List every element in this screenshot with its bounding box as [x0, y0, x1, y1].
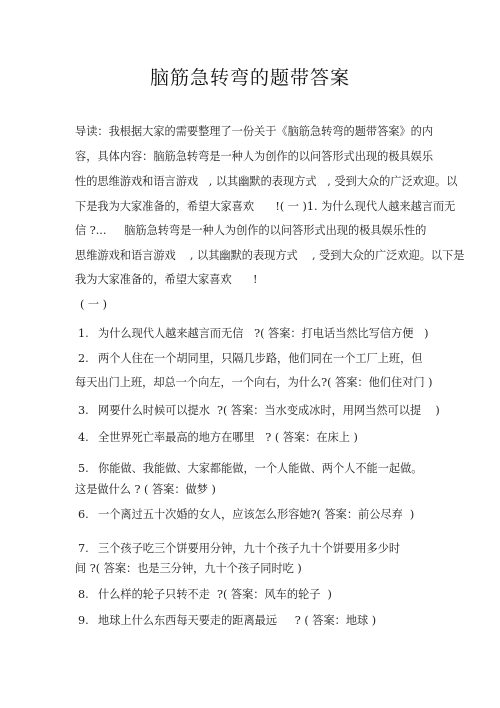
list-item [78, 614, 376, 628]
item-text: 全世界死亡率最高的地方在哪里 ? ( 答案：在床上 ) [98, 431, 358, 444]
section-heading: ( 一 ) [80, 298, 108, 311]
item-text: 网要什么时候可以提水 ?( 答案：当水变成冰时，用网当然可以提 ) [98, 404, 440, 417]
intro-line-4: 下是我为大家准备的，希望大家喜欢 !( 一 )1. 为什么现代人越来越言而无 [75, 200, 456, 213]
item-number: 1. [78, 327, 89, 340]
item-text: 一个离过五十次婚的女人，应该怎么形容她?( 答案：前公尽弃 ) [98, 508, 415, 521]
item-number: 6. [78, 508, 89, 521]
intro-line-6: 思维游戏和语言游戏 , 以其幽默的表现方式 , 受到大众的广泛欢迎。以下是 [75, 249, 465, 262]
list-item [78, 462, 422, 476]
item-text: 你能做、我能做、大家都能做，一个人能做、两个人不能一起做。 [98, 462, 423, 475]
list-item [78, 508, 414, 522]
list-item [78, 352, 422, 366]
item-number: 8. [78, 588, 89, 601]
intro-line-2: 容，具体内容：脑筋急转弯是一种人为创作的以问答形式出现的极具娱乐 [75, 150, 434, 163]
intro-line-5: 信 ?... 脑筋急转弯是一种人为创作的以问答形式出现的极具娱乐性的 [75, 224, 427, 237]
intro-line-7: 我为大家准备的，希望大家喜欢 ! [75, 273, 258, 286]
list-item [78, 431, 358, 445]
item-number: 5. [78, 462, 89, 475]
list-item [78, 542, 400, 556]
item-continuation: 这是做什么 ? ( 答案：做梦 ) [75, 483, 216, 496]
list-item [78, 404, 440, 418]
page-title: 脑筋急转弯的题带答案 [149, 67, 350, 89]
item-continuation: 间 ?( 答案：也是三分钟，九十个孩子同时吃 ) [75, 562, 302, 575]
item-text: 两个人住在一个胡同里，只隔几步路，他们同在一个工厂上班，但 [98, 352, 423, 365]
item-text: 为什么现代人越来越言而无信 ?( 答案：打电话当然比写信方便 ) [98, 327, 429, 340]
item-number: 2. [78, 352, 89, 365]
item-number: 7. [78, 542, 89, 555]
item-number: 3. [78, 404, 89, 417]
item-number: 9. [78, 614, 89, 627]
list-item [78, 327, 429, 341]
item-text: 什么样的轮子只转不走 ?( 答案：风车的轮子 ) [98, 588, 332, 601]
item-continuation: 每天出门上班，却总一个向左，一个向右，为什么?( 答案：他们住对门 ) [75, 376, 433, 389]
list-item [78, 588, 332, 602]
item-text: 三个孩子吃三个饼要用分钟，九十个孩子九十个饼要用多少时 [98, 542, 401, 555]
intro-line-3: 性的思维游戏和语言游戏 , 以其幽默的表现方式 , 受到大众的广泛欢迎。以 [75, 175, 458, 188]
item-number: 4. [78, 431, 89, 444]
intro-line-1: 导读：我根据大家的需要整理了一份关于《脑筋急转弯的题带答案》的内 [75, 125, 434, 138]
item-text: 地球上什么东西每天要走的距离最远 ? ( 答案：地球 ) [98, 614, 377, 627]
